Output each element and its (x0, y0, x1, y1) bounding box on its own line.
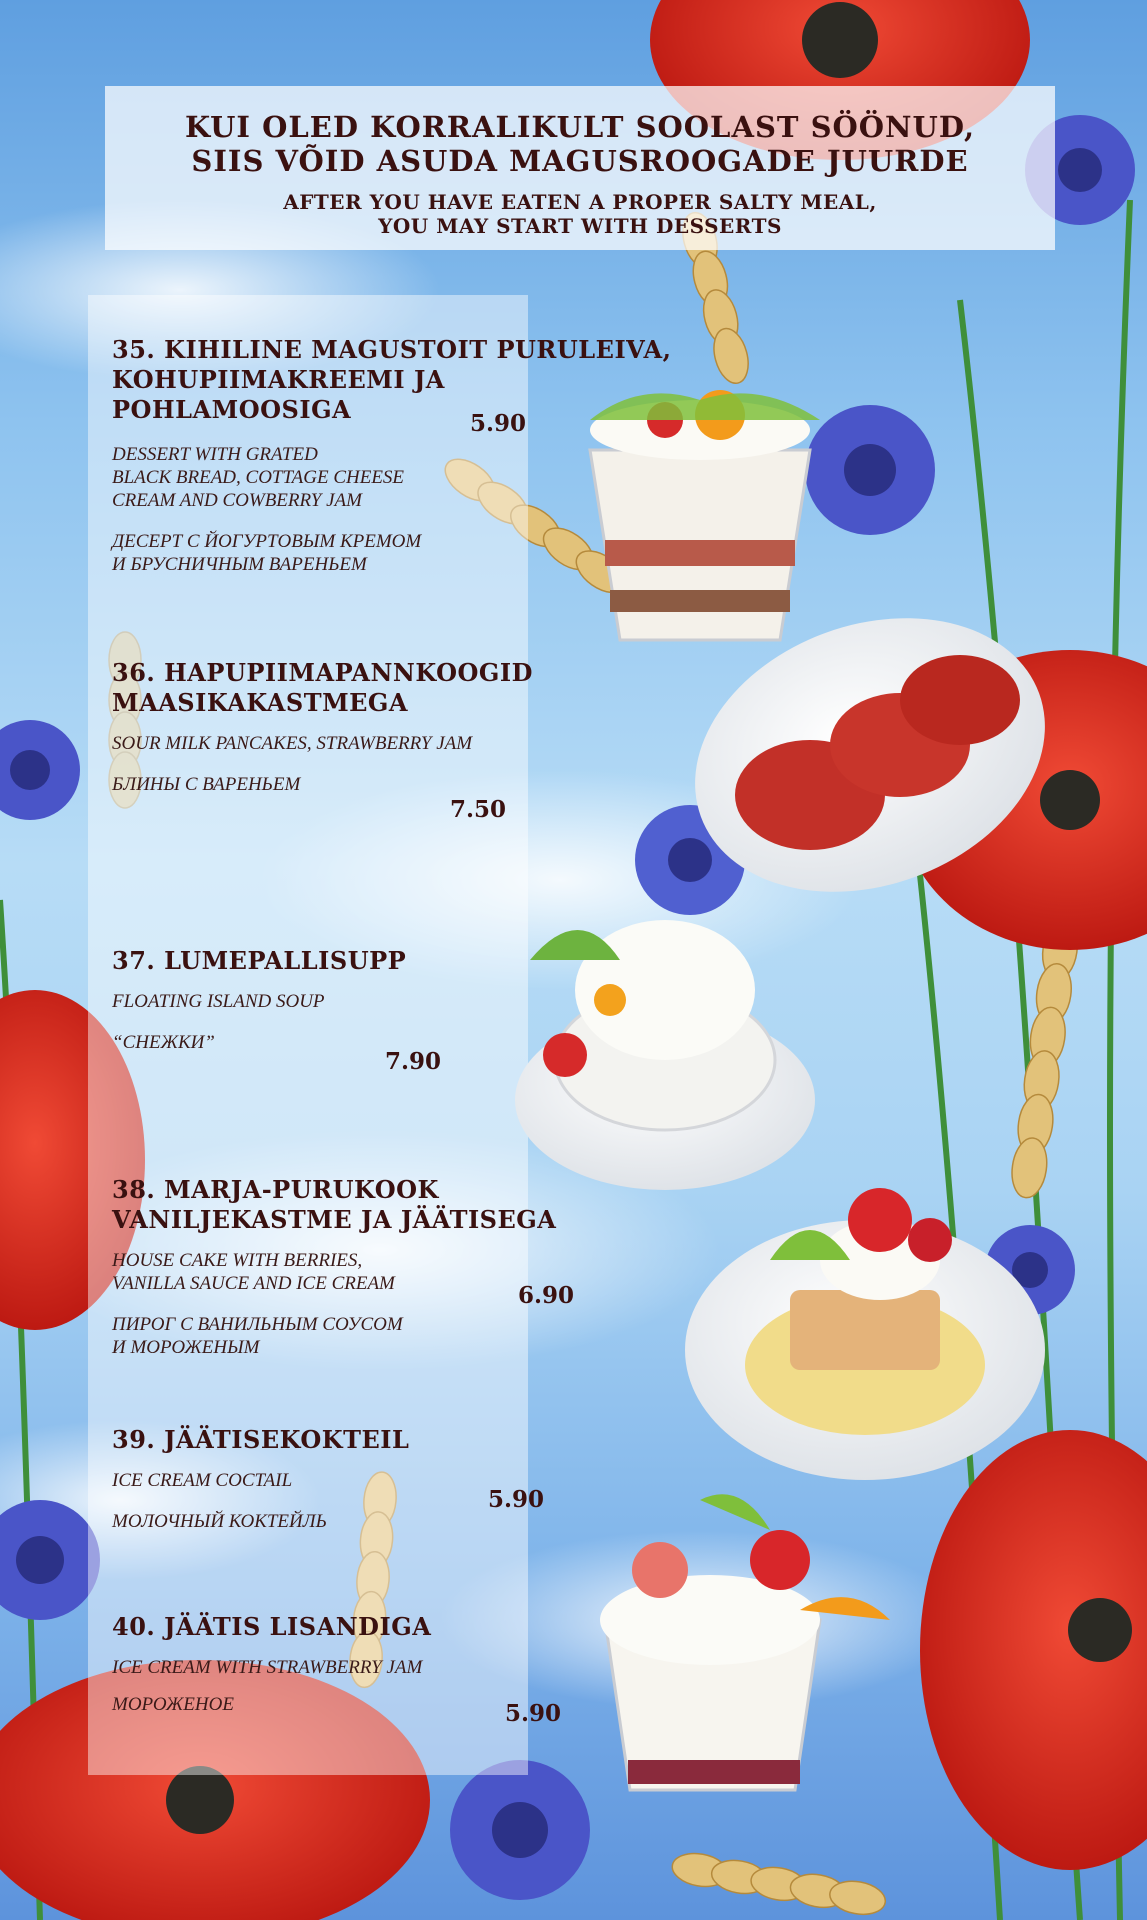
item-title-line: 37. LUMEPALLISUPP (112, 946, 407, 975)
item-title (112, 1175, 672, 1235)
item-description-line: И МОРОЖЕНЫМ (112, 1337, 260, 1358)
item-price: 7.90 (385, 1048, 442, 1075)
menu-item-37 (112, 946, 672, 1054)
item-title-line: 39. JÄÄTISEKOKTEIL (112, 1425, 410, 1454)
header-title-en-line1: AFTER YOU HAVE EATEN A PROPER SALTY MEAL, (283, 190, 877, 214)
item-description-line: CREAM AND COWBERRY JAM (112, 490, 362, 511)
item-title (112, 658, 672, 718)
item-description-line: ICE CREAM WITH STRAWBERRY JAM (112, 1657, 423, 1678)
item-price: 5.90 (488, 1486, 545, 1513)
item-description-line: ICE CREAM COCTAIL (112, 1470, 293, 1491)
header-title-et-line2: SIIS VÕID ASUDA MAGUSROOGADE JUURDE (191, 144, 969, 178)
item-description-line: VANILLA SAUCE AND ICE CREAM (112, 1273, 395, 1294)
item-description-ru (112, 1693, 672, 1716)
item-description-en (112, 443, 672, 512)
menu-item-39 (112, 1425, 672, 1533)
item-description-line: И БРУСНИЧНЫМ ВАРЕНЬЕМ (112, 554, 367, 575)
item-title-line: KOHUPIIMAKREEMI JA (112, 365, 445, 394)
item-description-ru (112, 773, 672, 796)
item-price: 5.90 (470, 410, 527, 437)
item-price: 6.90 (518, 1282, 575, 1309)
item-description-ru (112, 1510, 672, 1533)
item-title (112, 946, 672, 976)
header-title-et (105, 110, 1055, 178)
menu-item-40 (112, 1612, 672, 1716)
menu-item-36 (112, 658, 672, 796)
item-description-line: SOUR MILK PANCAKES, STRAWBERRY JAM (112, 733, 473, 754)
menu-header (105, 86, 1055, 250)
item-title-line: 40. JÄÄTIS LISANDIGA (112, 1612, 432, 1641)
item-description-line: МОЛОЧНЫЙ КОКТЕЙЛЬ (112, 1511, 327, 1532)
item-title-line: MAASIKAKASTMEGA (112, 688, 409, 717)
item-description-ru (112, 1313, 672, 1359)
item-description-en (112, 990, 672, 1013)
menu-item-38 (112, 1175, 672, 1359)
item-description-line: HOUSE CAKE WITH BERRIES, (112, 1250, 363, 1271)
item-description-en (112, 732, 672, 755)
menu-item-35 (112, 335, 672, 576)
item-title-line: 35. KIHILINE MAGUSTOIT PURULEIVA, (112, 335, 672, 364)
item-title (112, 1425, 672, 1455)
item-title (112, 1612, 672, 1642)
item-description-line: FLOATING ISLAND SOUP (112, 991, 325, 1012)
item-title-line: 36. HAPUPIIMAPANNKOOGID (112, 658, 533, 687)
header-title-en (105, 190, 1055, 238)
header-title-et-line1: KUI OLED KORRALIKULT SOOLAST SÖÖNUD, (184, 110, 976, 144)
header-title-en-line2: YOU MAY START WITH DESSERTS (378, 214, 782, 238)
item-title-line: 38. MARJA-PURUKOOK (112, 1175, 439, 1204)
item-price: 5.90 (505, 1700, 562, 1727)
item-description-line: МОРОЖЕНОЕ (112, 1694, 234, 1715)
item-description-line: DESSERT WITH GRATED (112, 444, 318, 465)
item-title-line: VANILJEKASTME JA JÄÄTISEGA (112, 1205, 557, 1234)
item-price: 7.50 (450, 796, 507, 823)
item-description-line: BLACK BREAD, COTTAGE CHEESE (112, 467, 405, 488)
item-description-en (112, 1249, 672, 1295)
item-description-ru (112, 530, 672, 576)
item-title-line: POHLAMOOSIGA (112, 395, 352, 424)
item-description-line: БЛИНЫ С ВАРЕНЬЕМ (112, 774, 301, 795)
item-description-line: ДЕСЕРТ С ЙОГУРТОВЫМ КРЕМОМ (112, 531, 422, 552)
item-description-line: ПИРОГ С ВАНИЛЬНЫМ СОУСОМ (112, 1314, 403, 1335)
item-title (112, 335, 672, 425)
item-description-en (112, 1469, 672, 1492)
item-description-line: “СНЕЖКИ” (112, 1032, 215, 1053)
item-description-en (112, 1656, 672, 1679)
